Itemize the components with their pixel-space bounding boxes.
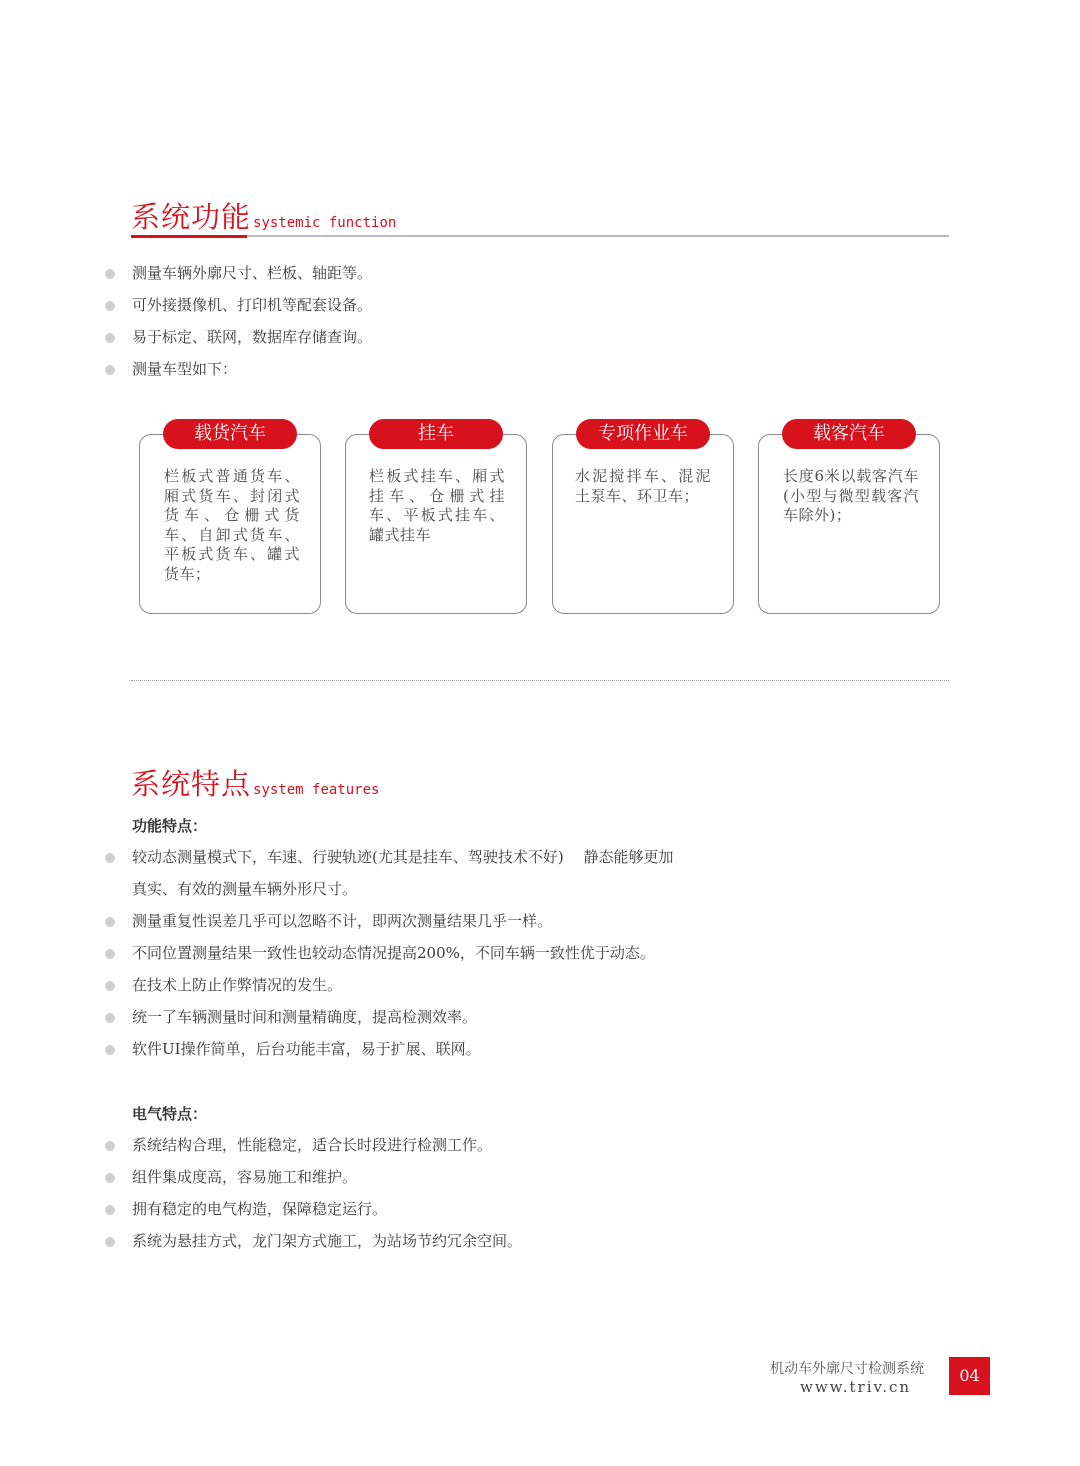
list-item: 在技术上防止作弊情况的发生。: [105, 969, 673, 1001]
list-item: 软件UI操作简单，后台功能丰富，易于扩展、联网。: [105, 1033, 673, 1065]
section-divider: [131, 680, 949, 681]
list-item: 不同位置测量结果一致性也较动态情况提高200%，不同车辆一致性优于动态。: [105, 937, 673, 969]
vehicle-card-special: [552, 434, 734, 614]
function-title-en: systemic function: [253, 215, 397, 231]
bullet-icon: [105, 301, 115, 311]
bullet-icon: [105, 1141, 115, 1151]
features-section-title: [131, 762, 379, 803]
bullet-icon: [105, 1237, 115, 1247]
electrical-features-list: [105, 1129, 522, 1257]
bullet-icon: [105, 917, 115, 927]
bullet-icon: [105, 1205, 115, 1215]
list-item: 测量重复性误差几乎可以忽略不计，即两次测量结果几乎一样。: [105, 905, 673, 937]
list-item: 较动态测量模式下，车速、行驶轨迹(尤其是挂车、驾驶技术不好) 静态能够更加: [105, 841, 673, 873]
list-item: 统一了车辆测量时间和测量精确度，提高检测效率。: [105, 1001, 673, 1033]
vehicle-card-label: 载货汽车: [163, 419, 297, 449]
list-item: 系统结构合理，性能稳定，适合长时段进行检测工作。: [105, 1129, 522, 1161]
list-item: 可外接摄像机、打印机等配套设备。: [105, 289, 372, 321]
vehicle-card-label: 挂车: [369, 419, 503, 449]
bullet-icon: [105, 1045, 115, 1055]
bullet-icon: [105, 333, 115, 343]
list-item: 组件集成度高，容易施工和维护。: [105, 1161, 522, 1193]
function-list: [105, 257, 372, 385]
functional-features-list: [105, 841, 673, 1065]
bullet-icon: [105, 981, 115, 991]
features-title-en: system features: [253, 782, 380, 798]
title-underline: [131, 235, 949, 237]
footer-url[interactable]: www.triv.cn: [800, 1378, 912, 1396]
features-title-cn: 系统特点: [131, 767, 252, 801]
bullet-icon: [105, 949, 115, 959]
bullet-icon: [105, 853, 115, 863]
list-item: 拥有稳定的电气构造，保障稳定运行。: [105, 1193, 522, 1225]
list-item: 测量车型如下：: [105, 353, 372, 385]
list-item: 系统为悬挂方式，龙门架方式施工，为站场节约冗余空间。: [105, 1225, 522, 1257]
bullet-icon: [105, 365, 115, 375]
function-section-title: [131, 195, 396, 236]
vehicle-card-text: 长度6米以载客汽车(小型与微型载客汽车除外)；: [783, 467, 919, 525]
list-item: 易于标定、联网，数据库存储查询。: [105, 321, 372, 353]
bullet-icon: [105, 1013, 115, 1023]
bullet-icon: [105, 269, 115, 279]
bullet-icon: [105, 1173, 115, 1183]
vehicle-card-text: 水泥搅拌车、混泥土泵车、环卫车；: [575, 467, 711, 505]
title-underline-accent: [131, 235, 247, 238]
page-number: 04: [949, 1357, 990, 1395]
vehicle-card-text: 栏板式挂车、厢式挂车、仓栅式挂车、平板式挂车、罐式挂车: [369, 467, 505, 544]
vehicle-card-text: 栏板式普通货车、厢式货车、封闭式货车、仓栅式货车、自卸式货车、平板式货车、罐式货车；: [164, 467, 300, 583]
list-item-continuation: 真实、有效的测量车辆外形尺寸。: [132, 880, 358, 898]
list-item: 测量车辆外廓尺寸、栏板、轴距等。: [105, 257, 372, 289]
vehicle-card-label: 载客汽车: [782, 419, 916, 449]
vehicle-card-label: 专项作业车: [576, 419, 710, 449]
functional-features-heading: 功能特点：: [132, 817, 208, 835]
footer-title: 机动车外廓尺寸检测系统: [770, 1361, 924, 1377]
function-title-cn: 系统功能: [131, 200, 252, 234]
electrical-features-heading: 电气特点：: [132, 1105, 208, 1123]
